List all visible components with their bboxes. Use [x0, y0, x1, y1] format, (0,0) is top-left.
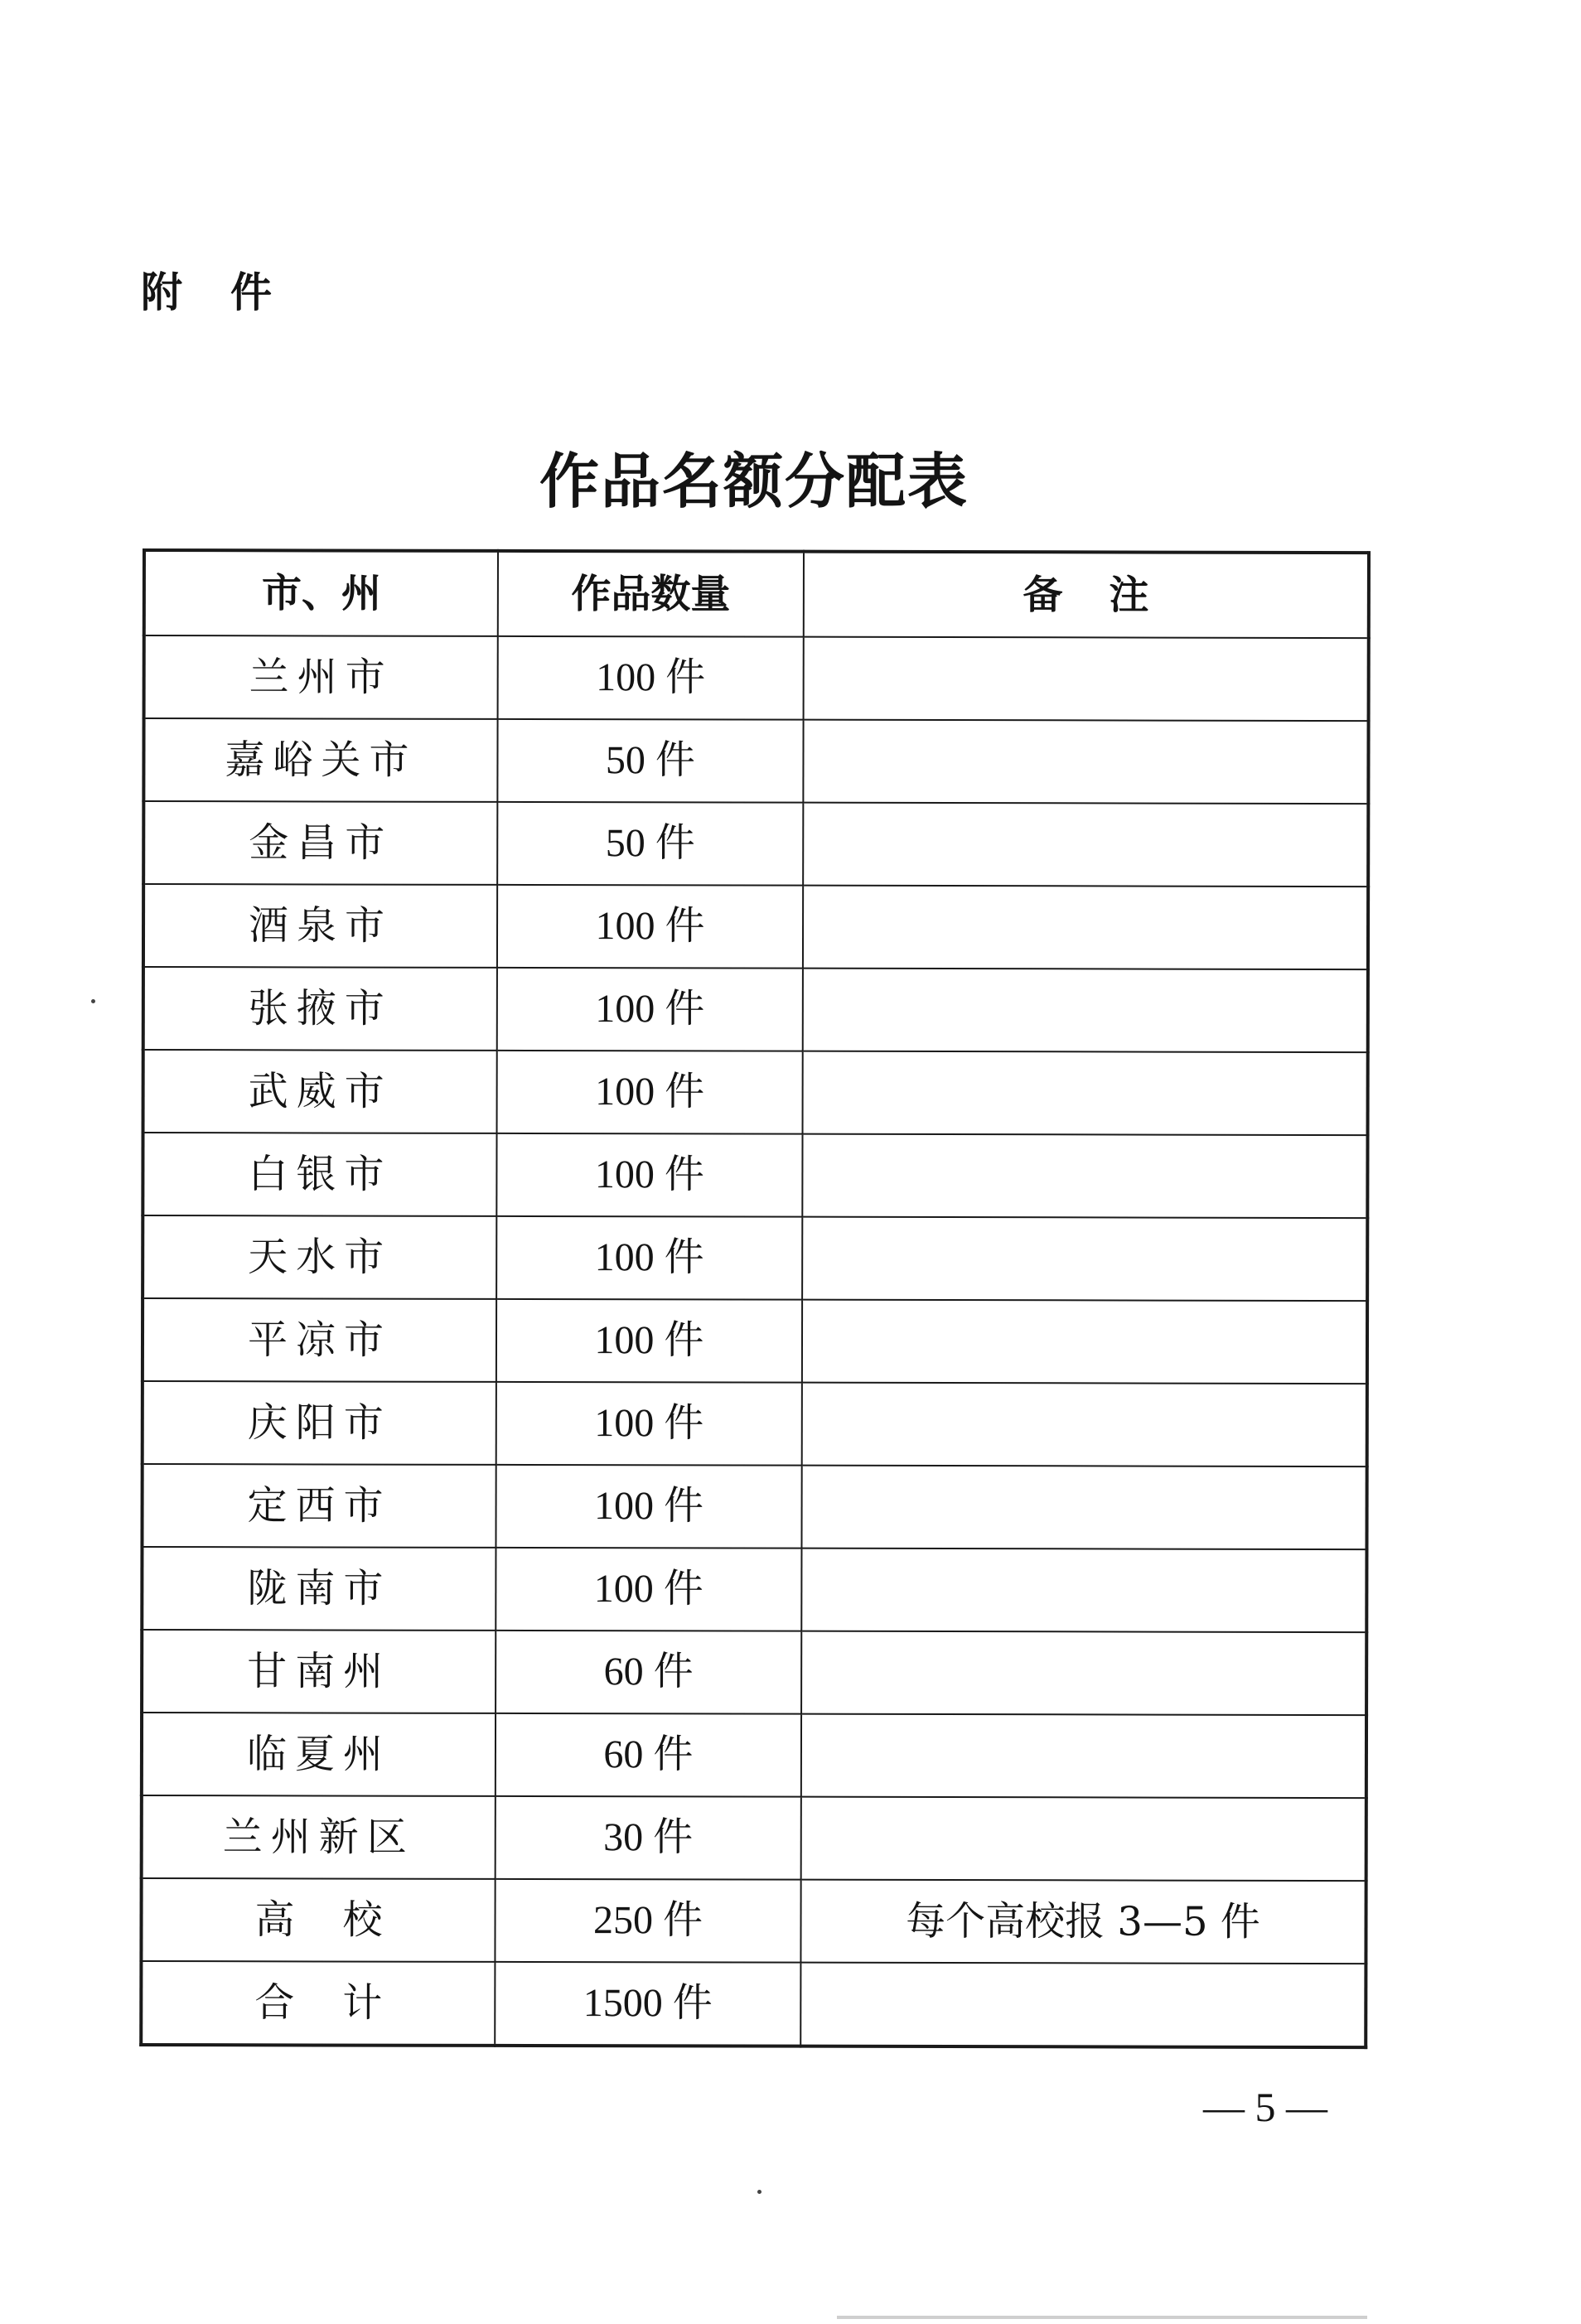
cell-note	[801, 1466, 1366, 1549]
cell-quantity: 100 件	[497, 968, 803, 1051]
cell-city: 兰州市	[144, 635, 498, 719]
cell-quantity: 100 件	[496, 1216, 802, 1300]
cell-city: 高校	[141, 1878, 495, 1962]
table-row	[143, 967, 1368, 1052]
scan-speck	[91, 999, 95, 1003]
cell-city: 武威市	[143, 1050, 497, 1133]
cell-note	[802, 1217, 1367, 1301]
cell-note	[802, 1134, 1367, 1218]
page-number: — 5 —	[1203, 2084, 1327, 2130]
cell-note	[802, 1300, 1367, 1384]
table-row	[143, 1381, 1367, 1466]
table-row	[142, 1630, 1366, 1715]
cell-city: 甘南州	[142, 1630, 496, 1713]
cell-note	[801, 1797, 1366, 1881]
table-body	[141, 635, 1369, 2047]
table-row	[142, 1713, 1366, 1798]
cell-city: 临夏州	[142, 1713, 496, 1796]
header-city: 市、州	[144, 550, 498, 636]
cell-quantity: 100 件	[497, 885, 803, 969]
table-header-row	[144, 550, 1369, 638]
cell-note: 每个高校报 3—5 件	[800, 1880, 1366, 1964]
cell-quantity: 250 件	[495, 1879, 800, 1963]
cell-city: 定西市	[142, 1464, 496, 1548]
cell-city: 嘉峪关市	[143, 718, 497, 802]
header-note: 备注	[804, 552, 1369, 638]
cell-quantity: 100 件	[497, 1051, 803, 1134]
quota-allocation-table	[139, 548, 1371, 2049]
cell-city: 天水市	[143, 1215, 496, 1299]
table-row	[144, 635, 1369, 721]
cell-city: 陇南市	[142, 1547, 496, 1631]
attachment-label: 附件	[141, 268, 320, 316]
cell-note	[802, 1051, 1367, 1135]
table-row	[142, 1464, 1366, 1549]
cell-note	[801, 1549, 1366, 1632]
cell-quantity: 60 件	[496, 1713, 801, 1797]
table-row	[143, 1298, 1367, 1384]
cell-quantity: 1500 件	[495, 1962, 800, 2046]
cell-quantity: 60 件	[496, 1631, 801, 1714]
cell-quantity: 100 件	[496, 1299, 802, 1383]
cell-city: 庆阳市	[143, 1381, 496, 1465]
table-row	[143, 1133, 1367, 1218]
cell-city: 张掖市	[143, 967, 497, 1051]
cell-note	[804, 637, 1369, 721]
cell-note	[801, 1714, 1366, 1798]
cell-note	[803, 886, 1368, 969]
cell-note	[802, 1383, 1367, 1466]
header-quantity: 作品数量	[498, 551, 804, 637]
cell-note	[801, 1631, 1366, 1715]
cell-quantity: 100 件	[498, 636, 804, 720]
cell-note	[803, 803, 1368, 887]
table-row	[142, 1795, 1366, 1881]
table-row	[141, 1878, 1366, 1964]
cell-quantity: 100 件	[496, 1382, 802, 1466]
cell-city: 合计	[141, 1961, 495, 2046]
document-title: 作品名额分配表	[539, 446, 969, 516]
cell-quantity: 50 件	[497, 719, 803, 803]
cell-quantity: 100 件	[496, 1465, 801, 1549]
table-row	[141, 1961, 1366, 2047]
cell-city: 平凉市	[143, 1298, 496, 1382]
table-row	[143, 718, 1368, 804]
cell-note	[803, 720, 1368, 804]
table-row	[142, 1547, 1366, 1632]
cell-quantity: 50 件	[497, 802, 803, 886]
scan-edge-line	[837, 2316, 1367, 2319]
cell-quantity: 100 件	[496, 1133, 802, 1217]
cell-city: 白银市	[143, 1133, 496, 1216]
cell-note	[803, 969, 1368, 1052]
table-row	[143, 884, 1368, 969]
cell-city: 酒泉市	[143, 884, 497, 968]
table-row	[143, 1050, 1368, 1135]
cell-city: 兰州新区	[142, 1795, 496, 1879]
cell-quantity: 100 件	[496, 1548, 801, 1631]
cell-quantity: 30 件	[496, 1796, 801, 1880]
cell-city: 金昌市	[143, 801, 497, 885]
scan-speck	[757, 2190, 761, 2194]
cell-note	[800, 1963, 1366, 2047]
table-row	[143, 801, 1368, 887]
table-row	[143, 1215, 1367, 1301]
